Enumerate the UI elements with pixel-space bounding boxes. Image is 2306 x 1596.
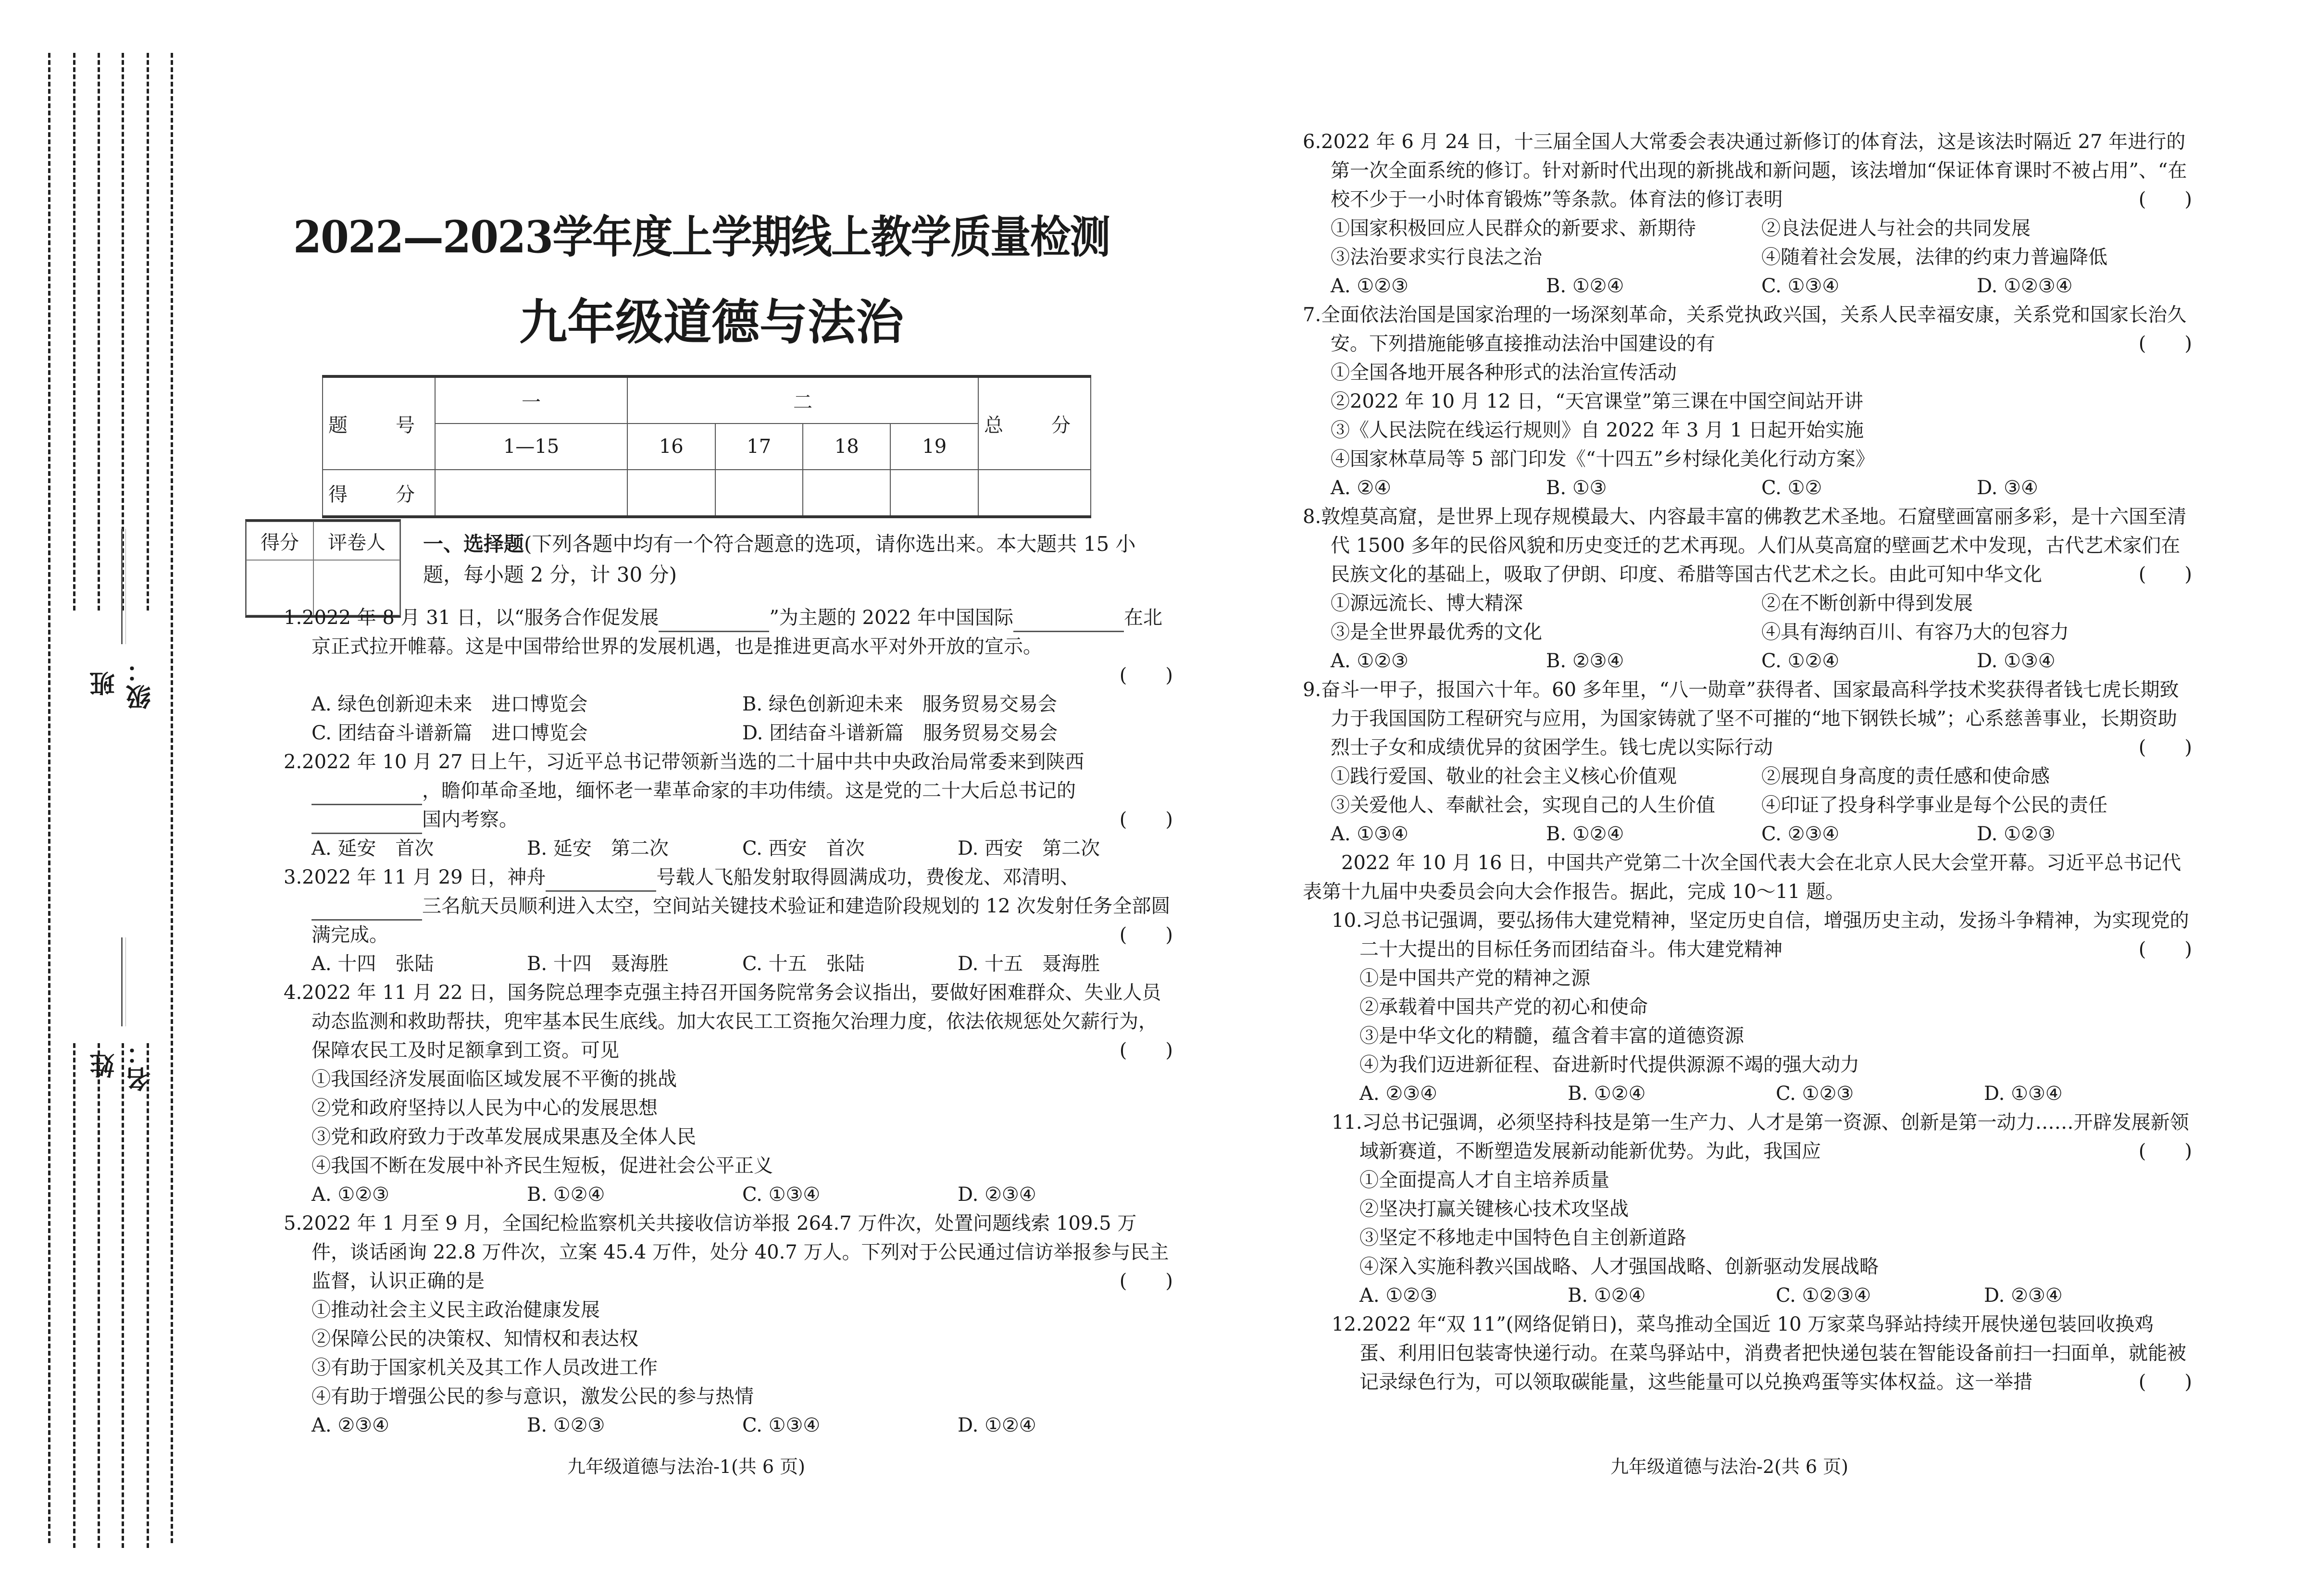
option[interactable]: C. ①③④ (1761, 275, 1840, 297)
statement: ④为我们迈进新征程、奋进新时代提供源源不竭的强大动力 (1359, 1054, 1859, 1076)
statement: ①践行爱国、敬业的社会主义核心价值观 (1331, 765, 1677, 787)
option[interactable]: B. 十四 聂海胜 (527, 953, 669, 975)
question-11: 11.习总书记强调，必须坚持科技是第一生产力、人才是第一资源、创新是第一动力……开辟发展新领域新赛道，不断塑造发展新动能新优势。为此，我国应 ( ) ①全面提高人才自主培养质量 ②坚决打赢关键核心技术攻坚战 ③坚定不移地走中国特色自主创新道路 ④深入实施科教兴国战略、人才强国战略、创新驱动发展战略 A. ①②③ B. ①②④ C. ①②③④ D. ②③④ (1332, 1108, 2192, 1310)
statement: ①是中国共产党的精神之源 (1359, 967, 1590, 989)
question-6: 6.2022 年 6 月 24 日，十三届全国人大常委会表决通过新修订的体育法，这是该法时隔近 27 年进行的第一次全面系统的修订。针对新时代出现的新挑战和新问题，该法增加“保证体育课时不被占用”、“在校不少于一小时体育锻炼”等条款。体育法的修订表明 ( ) ①国家积极回应人民群众的新要求、新期待 ②良法促进人与社会的共同发展 ③法治要求实行良法之治 ④随着社会发展，法律的约束力普遍降低 A. ①②③ B. ①②④ C. ①③④ D. ①②③④ (1303, 127, 2192, 300)
answer-paren[interactable]: ( ) (2138, 938, 2192, 960)
section-title: 一、选择题 (423, 532, 524, 556)
answer-paren[interactable]: ( ) (2138, 1140, 2192, 1162)
answer-paren[interactable]: ( ) (1119, 1270, 1173, 1292)
statement: ①全国各地开展各种形式的法治宣传活动 (1331, 362, 1677, 384)
name-label: 姓名： (90, 1038, 155, 1092)
statement: ④具有海纳百川、有容乃大的包容力 (1761, 621, 2069, 643)
option[interactable]: B. 绿色创新迎未来 服务贸易交易会 (742, 693, 1057, 715)
option[interactable]: B. ①②④ (1546, 275, 1624, 297)
cut-line (147, 1043, 149, 1548)
option[interactable]: D. ③④ (1977, 477, 2038, 499)
answer-paren[interactable]: ( ) (1119, 809, 1173, 831)
option[interactable]: A. ①②③ (1331, 275, 1409, 297)
grader-name-label: 评卷人 (313, 522, 400, 560)
option[interactable]: B. ①②③ (527, 1414, 605, 1436)
question-number: 12. (1332, 1313, 1362, 1335)
class-write-line[interactable] (121, 529, 126, 644)
score-cell[interactable] (890, 470, 978, 517)
fill-blank[interactable] (1013, 611, 1124, 632)
option[interactable]: D. 十五 聂海胜 (958, 953, 1100, 975)
question-number: 3. (284, 866, 302, 888)
cut-line (122, 1043, 124, 1548)
option[interactable]: C. ①③④ (742, 1184, 821, 1206)
statement: ①源远流长、博大精深 (1331, 592, 1523, 614)
exam-page-1 (231, 0, 1192, 1596)
answer-paren[interactable]: ( ) (1119, 924, 1173, 946)
option[interactable]: A. ①②③ (1331, 650, 1409, 672)
option[interactable]: B. ①②④ (1546, 823, 1624, 845)
option[interactable]: A. ①②③ (1359, 1284, 1437, 1307)
statement: ②保障公民的决策权、知情权和表达权 (312, 1328, 638, 1350)
statement: ①我国经济发展面临区域发展不平衡的挑战 (312, 1068, 677, 1090)
col-header: 1—15 (435, 424, 627, 470)
question-number: 10. (1332, 910, 1362, 932)
question-9: 9.奋斗一甲子，报国六十年。60 多年里，“八一勋章”获得者、国家最高科学技术奖获得者钱七虎长期致力于我国国防工程研究与应用，为国家铸就了坚不可摧的“地下钢铁长城”；心系慈善事业，长期资助烈士子女和成绩优异的贫困学生。钱七虎以实际行动 ( ) ①践行爱国、敬业的社会主义核心价值观 ②展现自身高度的责任感和使命感 ③关爱他人、奉献社会，实现自己的人生价值 ④印证了投身科学事业是每个公民的责任 A. ①③④ B. ①②④ C. ②③④ D. ①②③ (1303, 675, 2192, 848)
cut-line (73, 1043, 75, 1548)
name-write-line[interactable] (121, 937, 126, 1026)
statement: ①全面提高人才自主培养质量 (1359, 1169, 1609, 1191)
col-header: 17 (715, 424, 803, 470)
section-header (423, 529, 1173, 590)
statement: ④印证了投身科学事业是每个公民的责任 (1761, 794, 2107, 816)
question-12: 12.2022 年“双 11”(网络促销日)，菜鸟推动全国近 10 万家菜鸟驿站持续开展快递包装回收换鸡蛋、利用旧包装寄快递行动。在菜鸟驿站中，消费者把快递包装在智能设备前扫一扫面单，就能被记录绿色行为，可以领取碳能量，这些能量可以兑换鸡蛋等实体权益。这一举措 ( ) (1332, 1310, 2192, 1396)
section-desc: (下列各题中均有一个符合题意的选项，请你选出来。本大题共 15 小题，每小题 2 分，计 30 分) (423, 532, 1136, 586)
statement: ④我国不断在发展中补齐民生短板，促进社会公平正义 (312, 1155, 773, 1177)
question-number: 8. (1303, 506, 1321, 528)
answer-paren[interactable]: ( ) (2138, 1371, 2192, 1393)
question-number: 6. (1303, 131, 1321, 153)
option[interactable]: D. ①②④ (958, 1414, 1036, 1436)
question-list (1303, 127, 2192, 1396)
fill-blank[interactable] (312, 900, 422, 921)
fill-blank[interactable] (312, 813, 422, 834)
cut-line (48, 53, 50, 1543)
class-label: 班级： (90, 656, 155, 710)
statement: ②良法促进人与社会的共同发展 (1761, 217, 2031, 239)
cut-line (147, 53, 149, 611)
statement: ①国家积极回应人民群众的新要求、新期待 (1331, 217, 1696, 239)
option[interactable]: B. ①②④ (1568, 1284, 1646, 1307)
statement: ④国家林草局等 5 部门印发《“十四五”乡村绿化美化行动方案》 (1331, 448, 1875, 470)
statement: ④有助于增强公民的参与意识，激发公民的参与热情 (312, 1385, 754, 1408)
question-5: 5.2022 年 1 月至 9 月，全国纪检监察机关共接收信访举报 264.7 万件次，处置问题线索 109.5 万件，谈话函询 22.8 万件次，立案 45.4 万件，处分 40.7 万人。下列对于公民通过信访举报参与民主监督，认识正确的是 ( ) ①推动社会主义民主政治健康发展 ②保障公民的决策权、知情权和表达权 ③有助于国家机关及其工作人员改进工作 ④有助于增强公民的参与意识，激发公民的参与热情 A. ②③④ B. ①②③ C. ①③④ D. ①②④ (284, 1209, 1173, 1440)
fill-blank[interactable] (312, 785, 422, 805)
question-number: 11. (1332, 1111, 1362, 1134)
score-row-label: 得 分 (323, 470, 435, 517)
question-2: 2.2022 年 10 月 27 日上午，习近平总书记带领新当选的二十届中共中央政治局常委来到陕西，瞻仰革命圣地，缅怀老一辈革命家的丰功伟绩。这是党的二十大后总书记的国内考察。 ( ) A. 延安 首次 B. 延安 第二次 C. 西安 首次 D. 西安 第二次 (284, 748, 1173, 863)
option[interactable]: A. 十四 张陆 (312, 953, 434, 975)
option[interactable]: B. ①③ (1546, 477, 1607, 499)
option[interactable]: D. 团结奋斗谱新篇 服务贸易交易会 (742, 722, 1058, 744)
statement: ③《人民法院在线运行规则》自 2022 年 3 月 1 日起开始实施 (1331, 419, 1864, 441)
score-table (322, 375, 1091, 518)
option[interactable]: B. 延安 第二次 (527, 837, 669, 860)
option[interactable]: C. ②③④ (1761, 823, 1840, 845)
statement: ②党和政府坚持以人民为中心的发展思想 (312, 1097, 658, 1119)
option[interactable]: D. ①③④ (1984, 1083, 2063, 1105)
option[interactable]: A. 绿色创新迎未来 进口博览会 (312, 693, 588, 715)
part-two-header: 二 (627, 376, 978, 424)
question-7: 7.全面依法治国是国家治理的一场深刻革命，关系党执政兴国，关系人民幸福安康，关系党和国家长治久安。下列措施能够直接推动法治中国建设的有 ( ) ①全国各地开展各种形式的法治宣传活动 ②2022 年 10 月 12 日，“天宫课堂”第三课在中国空间站开讲 ③《人民法院在线运行规则》自 2022 年 3 月 1 日起开始实施 ④国家林草局等 5 部门印发《“十四五”乡村绿化美化行动方案》 A. ②④ B. ①③ C. ①② D. ③④ (1303, 300, 2192, 502)
statement: ①推动社会主义民主政治健康发展 (312, 1299, 600, 1321)
answer-paren[interactable]: ( ) (2138, 563, 2192, 586)
question-list (284, 603, 1173, 1440)
statement: ③党和政府致力于改革发展成果惠及全体人民 (312, 1126, 696, 1148)
statement: ②在不断创新中得到发展 (1761, 592, 1973, 614)
question-8: 8.敦煌莫高窟，是世界上现存规模最大、内容最丰富的佛教艺术圣地。石窟壁画富丽多彩，是十六国至清代 1500 多年的民俗风貌和历史变迁的艺术再现。人们从莫高窟的壁画艺术中发现，古代艺术家们在民族文化的基础上，吸取了伊朗、印度、希腊等国古代艺术之长。由此可知中华文化 ( ) ①源远流长、博大精深 ②在不断创新中得到发展 ③是全世界最优秀的文化 ④具有海纳百川、有容乃大的包容力 A. ①②③ B. ②③④ C. ①②④ D. ①③④ (1303, 502, 2192, 675)
option[interactable]: B. ②③④ (1546, 650, 1624, 672)
cut-line (171, 53, 173, 1543)
statement: ④随着社会发展，法律的约束力普遍降低 (1761, 246, 2107, 268)
grader-score-label: 得分 (246, 522, 313, 560)
question-10: 10.习总书记强调，要弘扬伟大建党精神，坚定历史自信，增强历史主动，发扬斗争精神，为实现党的二十大提出的目标任务而团结奋斗。伟大建党精神 ( ) ①是中国共产党的精神之源 ②承载着中国共产党的初心和使命 ③是中华文化的精髓，蕴含着丰富的道德资源 ④为我们迈进新征程、奋进新时代提供源源不竭的强大动力 A. ②③④ B. ①②④ C. ①②③ D. ①③④ (1332, 906, 2192, 1108)
statement: ③有助于国家机关及其工作人员改进工作 (312, 1357, 658, 1379)
statement: ③法治要求实行良法之治 (1331, 246, 1542, 268)
option[interactable]: A. ②③④ (1359, 1083, 1437, 1105)
option[interactable]: C. 十五 张陆 (742, 953, 865, 975)
question-number: 2. (284, 751, 302, 773)
option[interactable]: C. ①②③④ (1776, 1284, 1871, 1307)
cut-line (73, 53, 75, 611)
cut-line (98, 1043, 100, 1548)
statement: ④深入实施科教兴国战略、人才强国战略、创新驱动发展战略 (1359, 1256, 1879, 1278)
option[interactable]: D. ①②③④ (1977, 275, 2073, 297)
exam-subject: 九年级道德与法治 (519, 294, 904, 350)
answer-paren[interactable]: ( ) (1119, 1039, 1173, 1061)
exam-page-2 (1293, 0, 2192, 1596)
question-3: 3.2022 年 11 月 29 日，神舟 号载人飞船发射取得圆满成功，费俊龙、邓清明、三名航天员顺利进入太空，空间站关键技术验证和建造阶段规划的 12 次发射任务全部圆满完成。 ( ) A. 十四 张陆 B. 十四 聂海胜 C. 十五 张陆 D. 十五 聂海胜 (284, 863, 1173, 978)
statement: ③是中华文化的精髓，蕴含着丰富的道德资源 (1359, 1025, 1744, 1047)
option[interactable]: D. ①③④ (1977, 650, 2056, 672)
statement: ②坚决打赢关键核心技术攻坚战 (1359, 1198, 1629, 1220)
option[interactable]: D. ①②③ (1977, 823, 2056, 845)
option[interactable]: C. 西安 首次 (742, 837, 865, 860)
cut-line (122, 53, 124, 611)
answer-paren[interactable]: ( ) (2138, 736, 2192, 759)
statement: ②承载着中国共产党的初心和使命 (1359, 996, 1648, 1018)
option[interactable]: A. ②③④ (312, 1414, 389, 1436)
score-cell[interactable] (715, 470, 803, 517)
statement: ③坚定不移地走中国特色自主创新道路 (1359, 1227, 1686, 1249)
answer-paren[interactable]: ( ) (2138, 188, 2192, 211)
binding-margin (0, 0, 202, 1596)
option[interactable]: C. ①③④ (742, 1414, 821, 1436)
option[interactable]: A. ①③④ (1331, 823, 1409, 845)
question-number: 5. (284, 1212, 302, 1234)
question-number: 7. (1303, 304, 1321, 326)
cut-line (98, 53, 100, 611)
option[interactable]: A. 延安 首次 (312, 837, 434, 860)
option[interactable]: D. 西安 第二次 (958, 837, 1100, 860)
col-header: 19 (890, 424, 978, 470)
score-cell[interactable] (435, 470, 627, 517)
option[interactable]: D. ②③④ (958, 1184, 1036, 1206)
part-one-header: 一 (435, 376, 627, 424)
exam-title: 2022—2023学年度上学期线上教学质量检测 (293, 211, 1110, 263)
question-number: 4. (284, 982, 302, 1004)
page-footer: 九年级道德与法治-1(共 6 页) (567, 1456, 806, 1477)
question-number-label: 题 号 (323, 376, 435, 470)
score-cell[interactable] (627, 470, 715, 517)
option[interactable]: B. ①②④ (1568, 1083, 1646, 1105)
question-number: 1. (284, 607, 302, 629)
option[interactable]: C. 团结奋斗谱新篇 进口博览会 (312, 722, 588, 744)
question-number: 9. (1303, 679, 1321, 701)
question-1: 1.2022 年 8 月 31 日，以“服务合作促发展 ”为主题的 2022 年中国国际 在北京正式拉开帷幕。这是中国带给世界的发展机遇，也是推进更高水平对外开放的宣示。 ( ) A. 绿色创新迎未来 进口博览会 B. 绿色创新迎未来 服务贸易交易会 C. 团结奋斗谱新篇 进口博览会 D. 团结奋斗谱新篇 服务贸易交易会 (284, 603, 1173, 748)
material-intro: 2022 年 10 月 16 日，中国共产党第二十次全国代表大会在北京人民大会堂开幕。习近平总书记代表第十九届中央委员会向大会作报告。据此，完成 10～11 题。 (1303, 852, 2181, 903)
col-header: 16 (627, 424, 715, 470)
score-cell[interactable] (978, 470, 1091, 517)
total-score-label: 总 分 (978, 376, 1091, 470)
option[interactable]: C. ①②③ (1776, 1083, 1854, 1105)
option[interactable]: D. ②③④ (1984, 1284, 2063, 1307)
fill-blank[interactable] (546, 871, 656, 892)
statement: ③是全世界最优秀的文化 (1331, 621, 1542, 643)
answer-paren[interactable]: ( ) (2138, 333, 2192, 355)
score-cell[interactable] (803, 470, 890, 517)
question-group (1303, 906, 2192, 1396)
col-header: 18 (803, 424, 890, 470)
statement: ②展现自身高度的责任感和使命感 (1761, 765, 2050, 787)
option[interactable]: C. ①② (1761, 477, 1822, 499)
option[interactable]: B. ①②④ (527, 1184, 605, 1206)
statement: ②2022 年 10 月 12 日，“天宫课堂”第三课在中国空间站开讲 (1331, 390, 1864, 412)
option[interactable]: A. ②④ (1331, 477, 1392, 499)
fill-blank[interactable] (659, 611, 769, 632)
statement: ③关爱他人、奉献社会，实现自己的人生价值 (1331, 794, 1715, 816)
answer-paren[interactable]: ( ) (1119, 664, 1173, 686)
page-footer: 九年级道德与法治-2(共 6 页) (1610, 1456, 1849, 1477)
option[interactable]: C. ①②④ (1761, 650, 1840, 672)
question-4: 4.2022 年 11 月 22 日，国务院总理李克强主持召开国务院常务会议指出，要做好困难群众、失业人员动态监测和救助帮扶，兜牢基本民生底线。加大农民工工资拖欠治理力度，依法依规惩处欠薪行为，保障农民工及时足额拿到工资。可见 ( ) ①我国经济发展面临区域发展不平衡的挑战 ②党和政府坚持以人民为中心的发展思想 ③党和政府致力于改革发展成果惠及全体人民 ④我国不断在发展中补齐民生短板，促进社会公平正义 A. ①②③ B. ①②④ C. ①③④ D. ②③④ (284, 978, 1173, 1209)
option[interactable]: A. ①②③ (312, 1184, 389, 1206)
